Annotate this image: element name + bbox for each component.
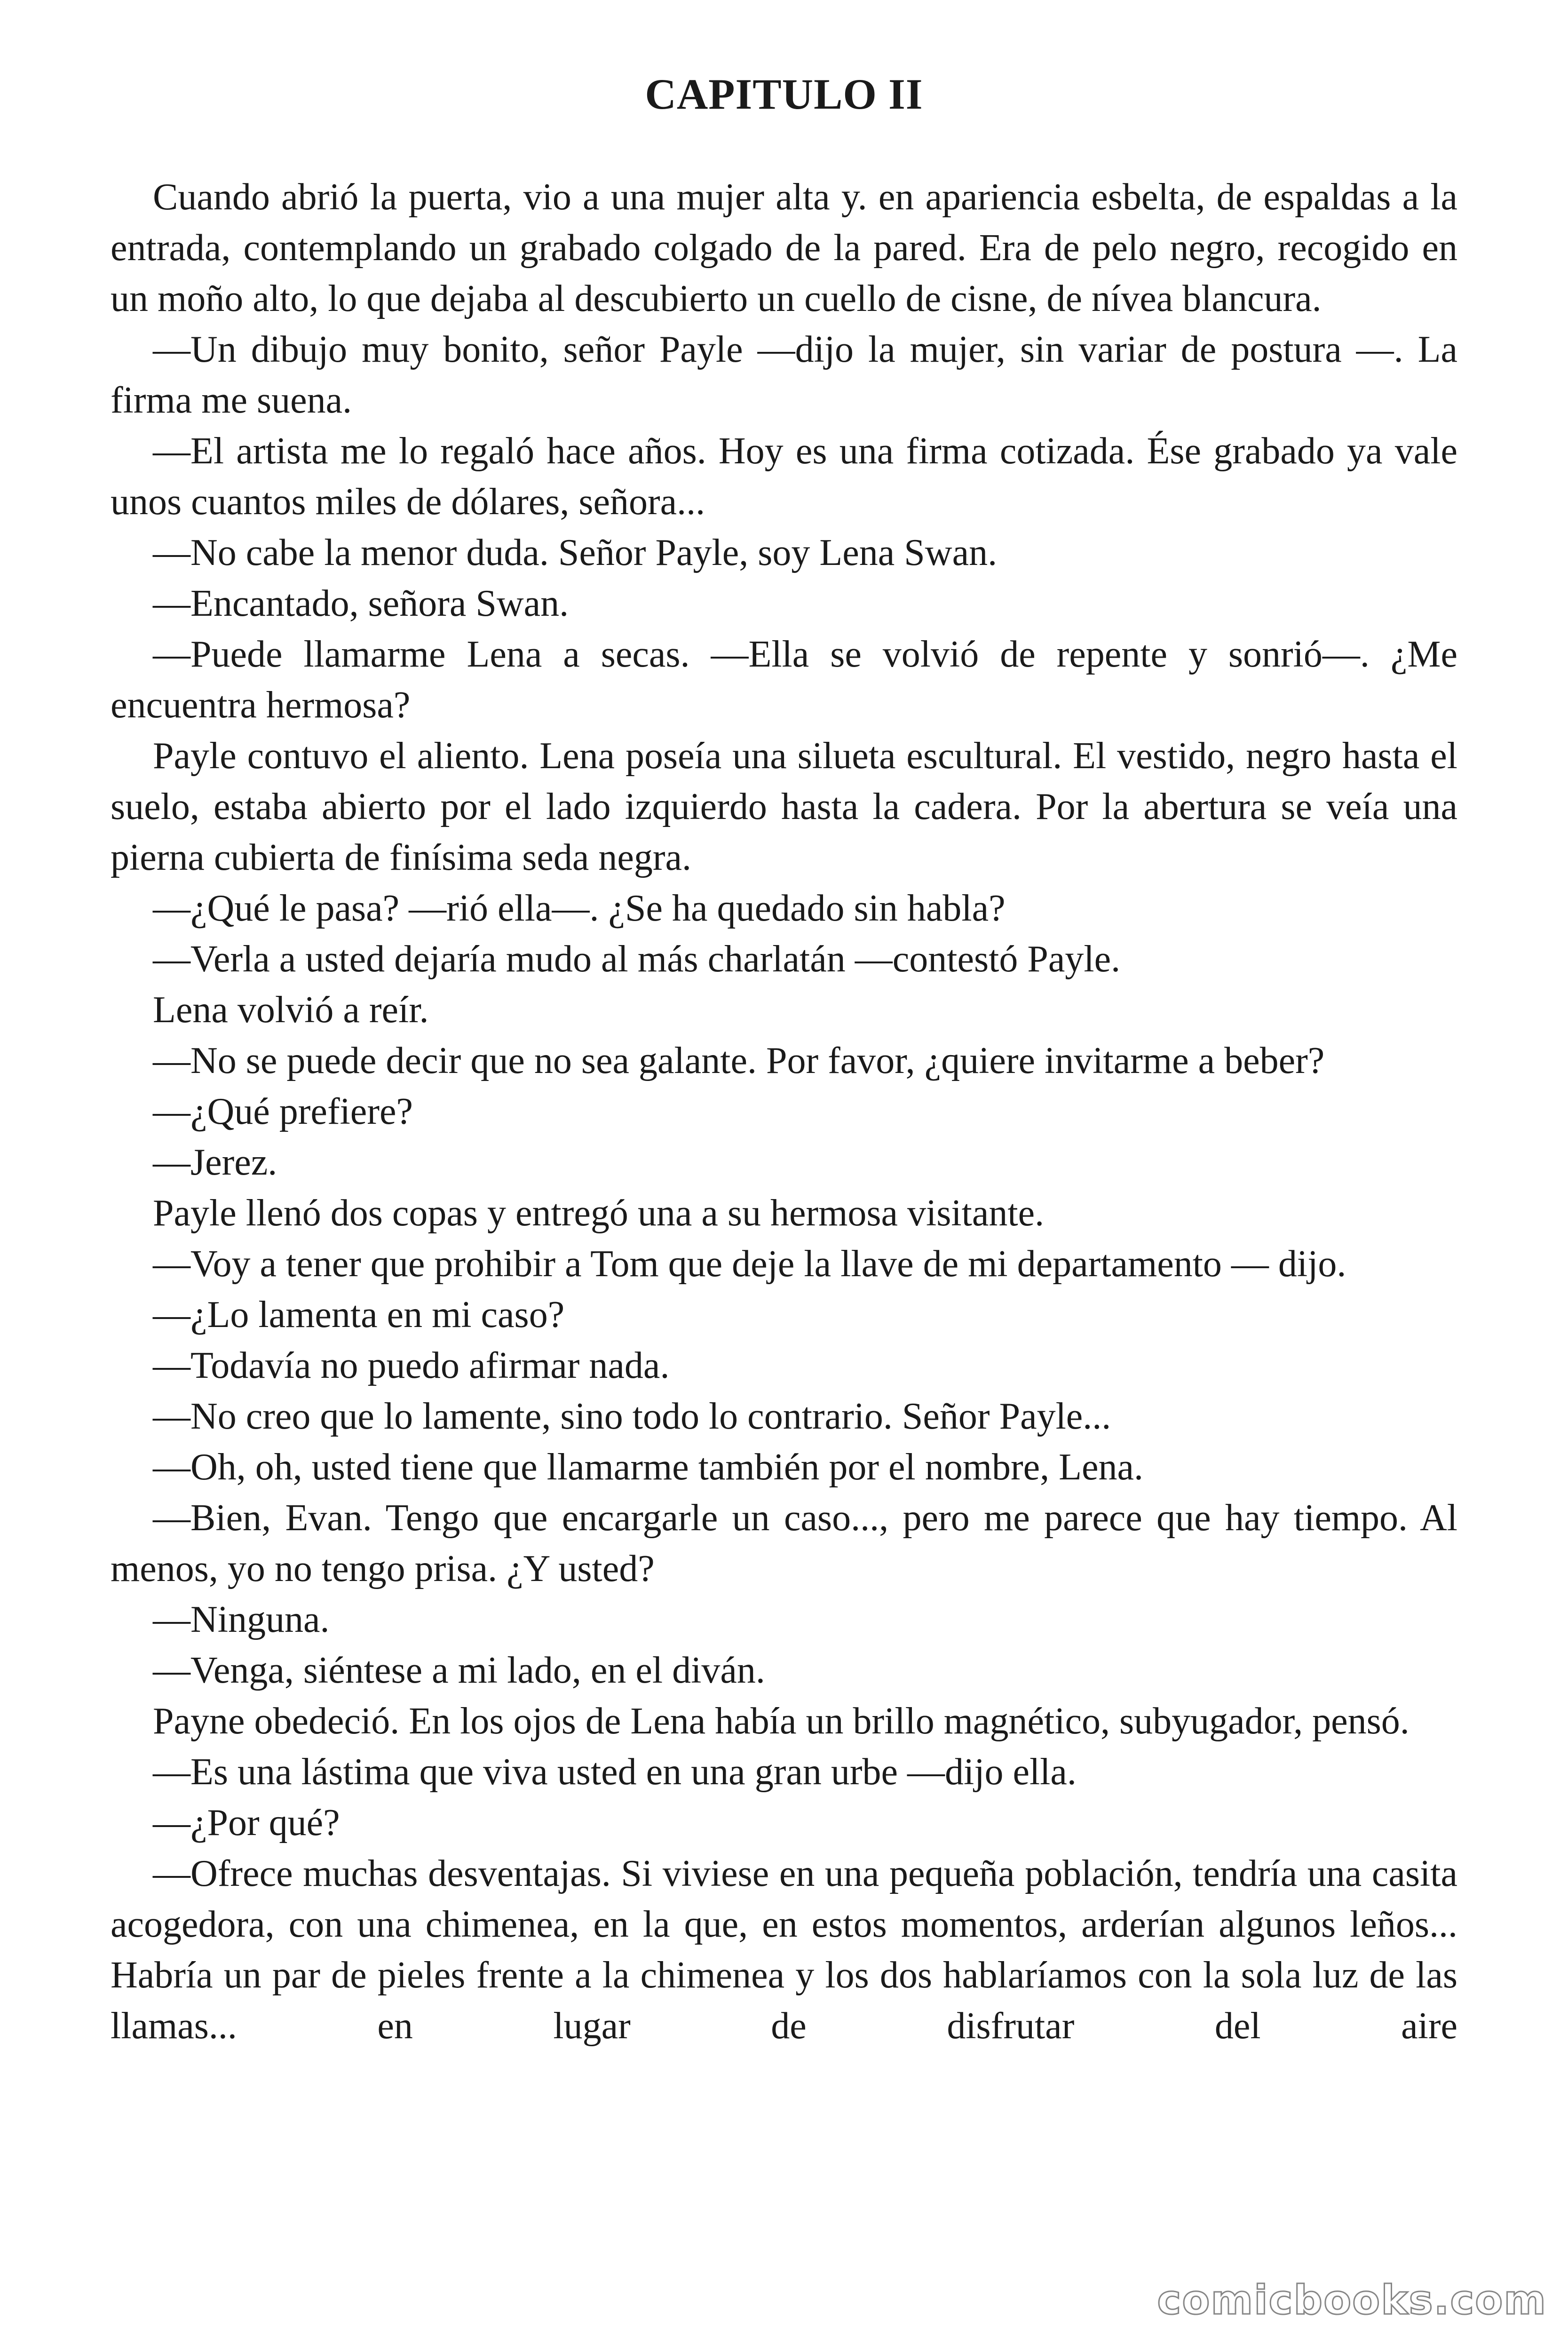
paragraph: —Jerez.: [153, 1142, 277, 1183]
paragraph: —Un dibujo muy bonito, señor Payle —dijo la mujer, sin variar de postura —. La firma me suena.: [111, 329, 1457, 421]
paragraph: —Es una lástima que viva usted en una gran urbe —dijo ella.: [153, 1751, 1077, 1793]
paragraph: —Ofrece muchas desventajas. Si viviese en una pequeña población, tendría una casita acogedora, con una chimenea, en la que, en estos momentos, arderían algunos leños... Habría un par de pieles frente a la chimenea y los dos hablaríamos con la sola luz de las llamas... en lugar de disfrutar del aire: [111, 1853, 1457, 2047]
paragraph: —¿Qué prefiere?: [153, 1091, 413, 1132]
paragraph: Payne obedeció. En los ojos de Lena había un brillo magnético, subyugador, pensó.: [153, 1700, 1410, 1742]
paragraph: Lena volvió a reír.: [153, 989, 429, 1031]
paragraph: —Ninguna.: [153, 1599, 330, 1640]
paragraph: —Encantado, señora Swan.: [153, 583, 569, 624]
paragraph: —El artista me lo regaló hace años. Hoy es una firma cotizada. Ése grabado ya vale unos cuantos miles de dólares, señora...: [111, 430, 1457, 523]
paragraph: —No creo que lo lamente, sino todo lo contrario. Señor Payle...: [153, 1396, 1111, 1437]
paragraph: —¿Lo lamenta en mi caso?: [153, 1294, 565, 1335]
chapter-title: CAPITULO II: [645, 70, 923, 118]
paragraph: —Voy a tener que prohibir a Tom que deje la llave de mi departamento — dijo.: [153, 1243, 1346, 1285]
paragraph: —Bien, Evan. Tengo que encargarle un caso..., pero me parece que hay tiempo. Al menos, yo no tengo prisa. ¿Y usted?: [111, 1497, 1457, 1589]
paragraph: —No cabe la menor duda. Señor Payle, soy Lena Swan.: [153, 532, 998, 573]
paragraph: Payle llenó dos copas y entregó una a su hermosa visitante.: [153, 1192, 1045, 1234]
paragraph: —Oh, oh, usted tiene que llamarme también por el nombre, Lena.: [153, 1446, 1144, 1488]
watermark-logo: comicbooks.com: [1157, 2277, 1547, 2324]
paragraph: —Puede llamarme Lena a secas. —Ella se volvió de repente y sonrió—. ¿Me encuentra hermosa?: [111, 634, 1457, 726]
paragraph: —¿Qué le pasa? —rió ella—. ¿Se ha quedado sin habla?: [153, 888, 1006, 929]
paragraph: —Verla a usted dejaría mudo al más charlatán —contestó Payle.: [153, 938, 1121, 980]
paragraph: —Todavía no puedo afirmar nada.: [153, 1345, 670, 1386]
paragraph: —Venga, siéntese a mi lado, en el diván.: [153, 1650, 765, 1691]
paragraph: —¿Por qué?: [153, 1802, 340, 1843]
paragraph: Cuando abrió la puerta, vio a una mujer alta y. en apariencia esbelta, de espaldas a la entrada, contemplando un grabado colgado de la pared. Era de pelo negro, recogido en un moño alto, lo que dejaba al descubierto un cuello de cisne, de nívea blancura.: [111, 176, 1457, 319]
chapter-body: [111, 172, 1457, 2051]
paragraph: Payle contuvo el aliento. Lena poseía una silueta escultural. El vestido, negro hasta el suelo, estaba abierto por el lado izquierdo hasta la cadera. Por la abertura se veía una pierna cubierta de finísima seda negra.: [111, 735, 1457, 878]
paragraph: —No se puede decir que no sea galante. Por favor, ¿quiere invitarme a beber?: [153, 1040, 1325, 1081]
